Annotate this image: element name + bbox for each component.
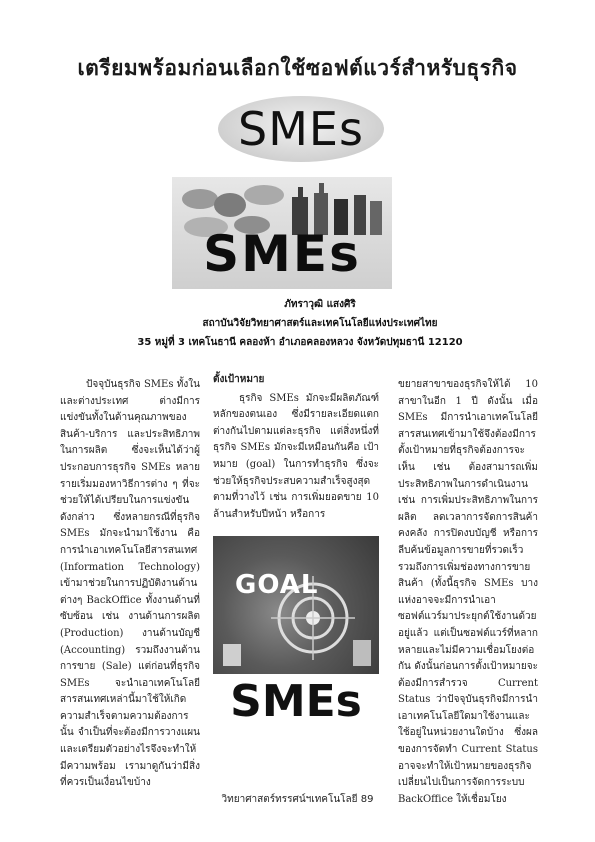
author-organization: สถาบันวิจัยวิทยาศาสตร์และเทคโนโลยีแห่งประเทศไทย [202,318,438,329]
page-footer: วิทยาศาสตร์ทรรศน์ฯเทคโนโลยี 89 [221,794,374,805]
goal-smes-text: SMEs [230,676,362,727]
column-3 [398,377,538,808]
goal-illustration [213,536,379,741]
target-icon [213,536,379,674]
goal-word: GOAL [235,570,319,600]
column-1-paragraph: ปัจจุบันธุรกิจ SMEs ทั้งในและต่างประเทศ ต่างมีการแข่งขันทั้งในด้านคุณภาพของสินค้า-บริการ และประสิทธิภาพในการผลิต ซึ่งจะเห็นได้ว่าผู้ประกอบการธุรกิจ SMEs หลายรายเริ่มมองหาวิธีการต่าง ๆ ที่จะช่วยให้ได้เปรียบในการแข่งขันดังกล่าว ซึ่งหลายกรณีที่ธุรกิจ SMEs มักจะนำมาใช้งาน คือ การนำเอาเทคโนโลยีสารสนเทศ (Information Technology) เข้ามาช่วยในการปฏิบัติงานด้านต่างๆ BackOffice ทั้งงานด้านที่ซับซ้อน เช่น งานด้านการผลิต (Production) งานด้านบัญชี (Accounting) รวมถึงงานด้านการขาย (Sale) แต่ก่อนที่ธุรกิจ SMEs จะนำเอาเทคโนโลยีสารสนเทศเหล่านี้มาใช้ให้เกิดความสำเร็จตามความต้องการนั้น จำเป็นที่จะต้องมีการวางแผนและเตรียมตัวอย่างไรจึงจะทำให้มีความพร้อม เรามาดูกันว่ามีสิ่งที่ควรเป็นเงื่อนไขบ้าง [60,379,200,789]
author-address: 35 หมู่ที่ 3 เทคโนธานี คลองห้า อำเภอคลองหลวง จังหวัดปทุมธานี 12120 [137,337,463,348]
title-badge-text: SMEs [238,102,364,156]
column-2-paragraph: ธุรกิจ SMEs มักจะมีผลิตภัณฑ์หลักของตนเอง ซึ่งมีรายละเอียดแตกต่างกันไปตามแต่ละธุรกิจ แต่สิ่งหนึ่งที่ธุรกิจ SMEs มักจะมีเหมือนกันคือ เป้าหมาย (goal) ในการทำธุรกิจ ซึ่งจะช่วยให้ธุรกิจประสบความสำเร็จสูงสุดตามที่วางไว้ เช่น การเพิ่มยอดขาย 10 ล้านสำหรับปีหน้า หรือการ [213,392,379,520]
author-name: ภัทราวุฒิ แสงศิริ [284,299,356,310]
column-3-paragraph: ขยายสาขาของธุรกิจให้ได้ 10 สาขาในอีก 1 ปี ดังนั้น เมื่อ SMEs มีการนำเอาเทคโนโลยีสารสนเทศเข้ามาใช้จึงต้องมีการตั้งเป้าหมายที่ธุรกิจต้องการจะเห็น เช่น ต้องสามารถเพิ่มประสิทธิภาพในการดำเนินงาน เช่น การเพิ่มประสิทธิภาพในการผลิต ลดเวลาการจัดการสินค้าคงคลัง การปิดงบบัญชี หรือการลีบค้นข้อมูลการขายที่รวดเร็ว รวมถึงการเพิ่มช่องทางการขายสินค้า (ทั้งนี้ธุรกิจ SMEs บางแห่งอาจจะมีการนำเอาซอฟต์แวร์มาประยุกต์ใช้งานด้วยอยู่แล้ว แต่เป็นซอฟต์แวร์ที่หลากหลายและไม่มีความเชื่อมโยงต่อกัน ดังนั้นก่อนการตั้งเป้าหมายจะต้องมีการสำรวจ Current Status ว่าปัจจุบันธุรกิจมีการนำเอาเทคโนโลยีใดมาใช้งานและใช้อยู่ในหน่วยงานใดบ้าง ซึ่งผลของการจัดทำ Current Status อาจจะทำให้เป้าหมายของธุรกิจเปลี่ยนไปเป็นการจัดการระบบ BackOffice ให้เชื่อมโยง [398,379,538,805]
column-2 [213,372,379,523]
article-title: เตรียมพร้อมก่อนเลือกใช้ซอฟต์แวร์สำหรับธุรกิจ [77,56,518,80]
photo-smes-text: SMEs [203,225,361,283]
header-photo [172,177,392,289]
column-1 [60,377,200,792]
section-heading-goal: ตั้งเป้าหมาย [213,374,265,385]
